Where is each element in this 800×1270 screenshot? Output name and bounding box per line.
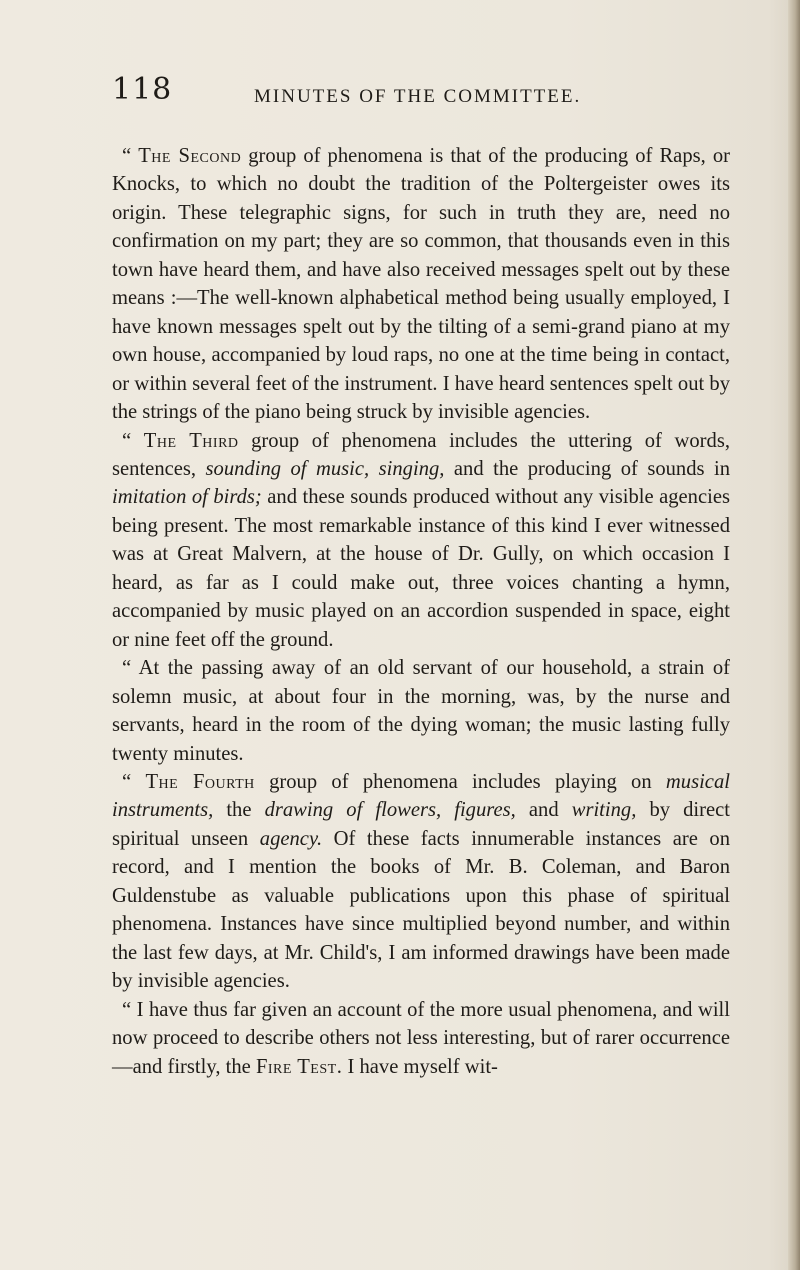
- paragraph-third-group: [112, 427, 730, 655]
- paragraph-text: the: [213, 799, 265, 822]
- italic-text: imitation of birds;: [112, 486, 262, 509]
- paragraph-text: I have thus far given an account of the more usual phenomena, and will now proceed to describe others not less interesting, but of rarer occurrence—and firstly, the: [112, 998, 730, 1078]
- paragraph-second-group: [112, 142, 730, 427]
- paragraph-text: and: [515, 799, 572, 822]
- paragraph-text: Of these facts innumerable instances are on record, and I mention the books of Mr. B. Coleman, and Baron Guldenstube as valuable publications upon this phase of spiritual phenomena. Instances have since multiplied beyond number, and within the last few days, at Mr. Child's, I am informed drawings have been made by invisible agencies.: [112, 827, 730, 993]
- paragraph-text: and these sounds produced without any visible agencies being present. The most remarkable instance of this kind I ever witnessed was at Great Malvern, at the house of Dr. Gully, on which occasion I heard, as far as I could make out, three voices chanting a hymn, accompanied by music played on an accordion suspended in space, eight or nine feet off the ground.: [112, 486, 731, 651]
- italic-text: agency.: [259, 827, 323, 850]
- paragraph-fourth-group: [112, 768, 730, 996]
- small-caps-fire-test: Fire Test.: [255, 1055, 343, 1078]
- paragraph-text: I have myself wit-: [342, 1055, 498, 1078]
- open-quote: “: [122, 770, 146, 793]
- running-head: MINUTES OF THE COMMITTEE.: [254, 86, 582, 107]
- paragraph-text: group of phenomena is that of the producing of Raps, or Knocks, to which no doubt the tradition of the Poltergeister owes its origin. These telegraphic signs, for such in truth they are, need no confirmation on my part; they are so common, that thousands even in this town have heard them, and have also received messages spelt out by these means :—The well-known alphabetical method being usually employed, I have known messages spelt out by the tilting of a semi-grand piano at my own house, accompanied by loud raps, no one at the time being in contact, or within several feet of the instrument. I have heard sentences spelt out by the strings of the piano being struck by invisible agencies.: [112, 145, 730, 424]
- small-caps-lead: The Third: [143, 429, 239, 452]
- page-number: 118: [112, 72, 173, 107]
- page-header: [112, 70, 772, 110]
- paragraph-text: group of phenomena includes the uttering of words, sentences,: [112, 429, 730, 480]
- small-caps-lead: The Fourth: [145, 770, 255, 793]
- open-quote: “: [122, 145, 139, 167]
- italic-text: writing,: [571, 799, 637, 822]
- paragraph-old-servant: [112, 654, 730, 768]
- paragraph-text: and the producing of sounds in: [444, 457, 731, 480]
- italic-text: sounding of music, singing,: [205, 457, 445, 480]
- open-quote: “: [122, 998, 137, 1021]
- paragraph-fire-test: [112, 996, 730, 1081]
- open-quote: “: [122, 429, 144, 452]
- body-text: [112, 142, 730, 1081]
- paragraph-text: by direct spiritual unseen: [112, 799, 730, 850]
- italic-text: drawing of flowers, figures,: [264, 799, 516, 822]
- paragraph-text: At the passing away of an old servant of our household, a strain of solemn music, at about four in the morning, was, by the nurse and servants, heard in the room of the dying woman; the music lasting fully twenty minutes.: [112, 657, 731, 765]
- page-edge-shadow: [788, 0, 800, 1270]
- open-quote: “: [122, 657, 139, 680]
- small-caps-lead: The Second: [138, 145, 242, 167]
- italic-text: musical instruments,: [112, 770, 730, 822]
- paragraph-text: group of phenomena includes playing on: [254, 770, 666, 793]
